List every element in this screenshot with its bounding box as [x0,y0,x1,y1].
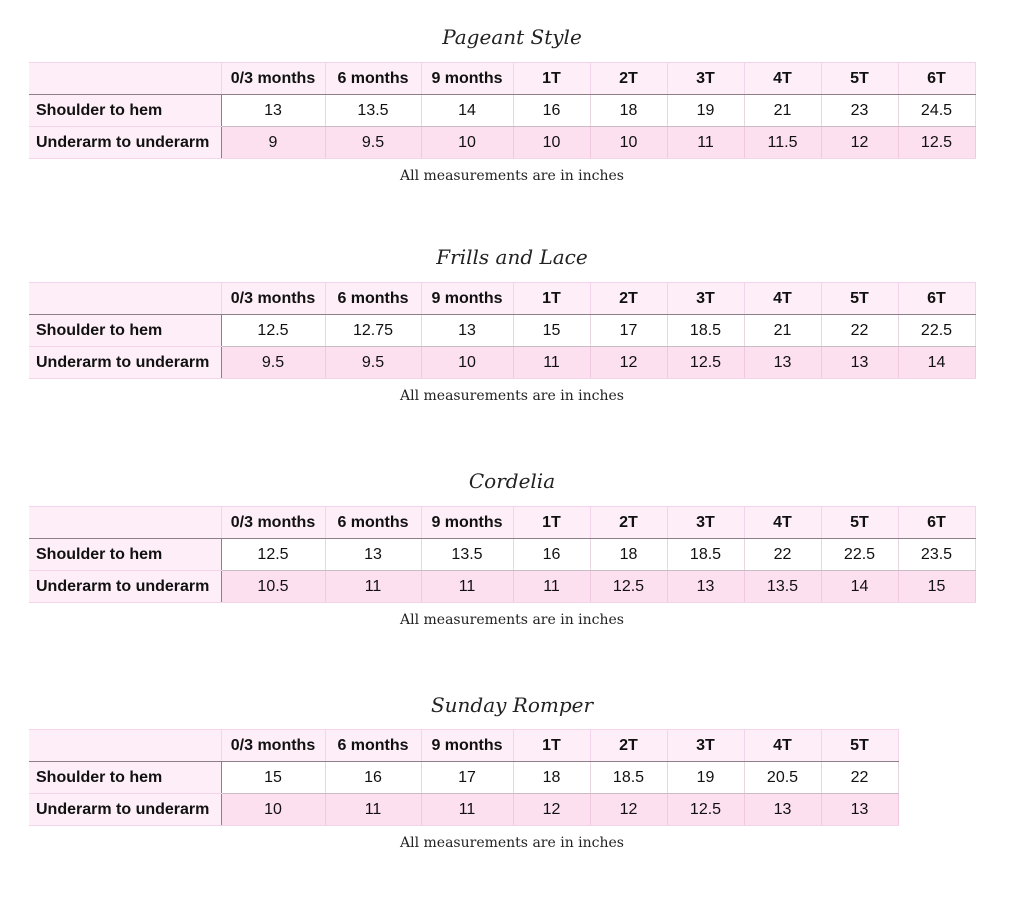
row-label: Shoulder to hem [29,315,221,347]
table-row [29,315,975,347]
measurement-cell: 17 [421,762,513,794]
size-header: 9 months [421,283,513,315]
table-row [29,347,975,379]
units-note: All measurements are in inches [400,388,624,404]
measurement-cell: 22 [821,315,898,347]
size-header: 6T [898,507,975,539]
size-header: 9 months [421,730,513,762]
measurement-cell: 23.5 [898,539,975,571]
size-header: 3T [667,507,744,539]
corner-cell [29,507,221,539]
measurement-cell: 13 [744,347,821,379]
measurement-cell: 11 [513,347,590,379]
sunday-romper-size-table [29,729,899,826]
row-label: Underarm to underarm [29,794,221,826]
size-header: 5T [821,730,898,762]
measurement-cell: 13.5 [744,571,821,603]
measurement-cell: 9.5 [325,127,421,159]
size-header: 6T [898,63,975,95]
measurement-cell: 10 [513,127,590,159]
measurement-cell: 9.5 [325,347,421,379]
measurement-cell: 9 [221,127,325,159]
measurement-cell: 10 [590,127,667,159]
measurement-cell: 13 [821,347,898,379]
measurement-cell: 12 [590,347,667,379]
size-header: 4T [744,63,821,95]
pageant-style-title: Pageant Style [442,25,582,49]
size-header: 9 months [421,63,513,95]
row-label: Shoulder to hem [29,539,221,571]
measurement-cell: 23 [821,95,898,127]
measurement-cell: 11 [421,571,513,603]
measurement-cell: 18.5 [667,539,744,571]
size-header: 6 months [325,730,421,762]
measurement-cell: 22 [744,539,821,571]
measurement-cell: 12.5 [590,571,667,603]
measurement-cell: 12 [590,794,667,826]
size-header: 6 months [325,283,421,315]
measurement-cell: 10 [421,127,513,159]
measurement-cell: 11 [325,571,421,603]
size-header: 0/3 months [221,507,325,539]
size-header: 6 months [325,63,421,95]
measurement-cell: 18 [590,539,667,571]
measurement-cell: 11 [513,571,590,603]
table-row [29,95,975,127]
measurement-cell: 16 [513,95,590,127]
size-header: 3T [667,283,744,315]
table-header-row [29,283,975,315]
measurement-cell: 11 [421,794,513,826]
measurement-cell: 12 [821,127,898,159]
measurement-cell: 24.5 [898,95,975,127]
frills-and-lace-title: Frills and Lace [436,245,588,269]
size-header: 1T [513,730,590,762]
measurement-cell: 9.5 [221,347,325,379]
size-header: 4T [744,730,821,762]
size-header: 3T [667,730,744,762]
measurement-cell: 19 [667,95,744,127]
size-header: 1T [513,507,590,539]
size-header: 5T [821,507,898,539]
pageant-style-size-table [29,62,976,159]
row-label: Underarm to underarm [29,571,221,603]
measurement-cell: 13 [325,539,421,571]
measurement-cell: 15 [513,315,590,347]
row-label: Shoulder to hem [29,762,221,794]
units-note: All measurements are in inches [400,612,624,628]
measurement-cell: 14 [421,95,513,127]
corner-cell [29,730,221,762]
measurement-cell: 18 [513,762,590,794]
size-header: 2T [590,63,667,95]
measurement-cell: 13.5 [325,95,421,127]
size-header: 6 months [325,507,421,539]
units-note: All measurements are in inches [400,168,624,184]
size-header: 4T [744,507,821,539]
size-header: 5T [821,283,898,315]
measurement-cell: 11 [667,127,744,159]
measurement-cell: 15 [221,762,325,794]
row-label: Underarm to underarm [29,347,221,379]
table-header-row [29,507,975,539]
measurement-cell: 15 [898,571,975,603]
measurement-cell: 11 [325,794,421,826]
frills-and-lace-size-table [29,282,976,379]
size-header: 3T [667,63,744,95]
size-header: 5T [821,63,898,95]
units-note: All measurements are in inches [400,835,624,851]
measurement-cell: 10.5 [221,571,325,603]
table-row [29,794,898,826]
size-header: 2T [590,507,667,539]
size-header: 0/3 months [221,63,325,95]
size-header: 1T [513,283,590,315]
measurement-cell: 17 [590,315,667,347]
measurement-cell: 10 [421,347,513,379]
size-header: 0/3 months [221,283,325,315]
measurement-cell: 18.5 [667,315,744,347]
measurement-cell: 12.5 [221,539,325,571]
measurement-cell: 13 [744,794,821,826]
measurement-cell: 21 [744,315,821,347]
size-header: 1T [513,63,590,95]
row-label: Shoulder to hem [29,95,221,127]
table-header-row [29,63,975,95]
measurement-cell: 13 [667,571,744,603]
measurement-cell: 18.5 [590,762,667,794]
cordelia-title: Cordelia [468,469,556,493]
table-row [29,762,898,794]
measurement-cell: 12 [513,794,590,826]
size-header: 2T [590,283,667,315]
measurement-cell: 16 [325,762,421,794]
measurement-cell: 13 [821,794,898,826]
table-header-row [29,730,898,762]
measurement-cell: 22.5 [898,315,975,347]
measurement-cell: 12.5 [221,315,325,347]
measurement-cell: 14 [898,347,975,379]
measurement-cell: 20.5 [744,762,821,794]
measurement-cell: 21 [744,95,821,127]
measurement-cell: 13 [421,315,513,347]
measurement-cell: 13 [221,95,325,127]
measurement-cell: 18 [590,95,667,127]
size-header: 6T [898,283,975,315]
measurement-cell: 10 [221,794,325,826]
table-row [29,127,975,159]
measurement-cell: 22.5 [821,539,898,571]
row-label: Underarm to underarm [29,127,221,159]
size-header: 2T [590,730,667,762]
measurement-cell: 14 [821,571,898,603]
measurement-cell: 11.5 [744,127,821,159]
measurement-cell: 12.5 [667,794,744,826]
measurement-cell: 12.75 [325,315,421,347]
measurement-cell: 12.5 [667,347,744,379]
size-header: 0/3 months [221,730,325,762]
measurement-cell: 16 [513,539,590,571]
table-row [29,539,975,571]
table-row [29,571,975,603]
measurement-cell: 22 [821,762,898,794]
cordelia-size-table [29,506,976,603]
corner-cell [29,63,221,95]
size-header: 4T [744,283,821,315]
corner-cell [29,283,221,315]
measurement-cell: 13.5 [421,539,513,571]
sunday-romper-title: Sunday Romper [430,693,594,717]
measurement-cell: 19 [667,762,744,794]
size-header: 9 months [421,507,513,539]
measurement-cell: 12.5 [898,127,975,159]
